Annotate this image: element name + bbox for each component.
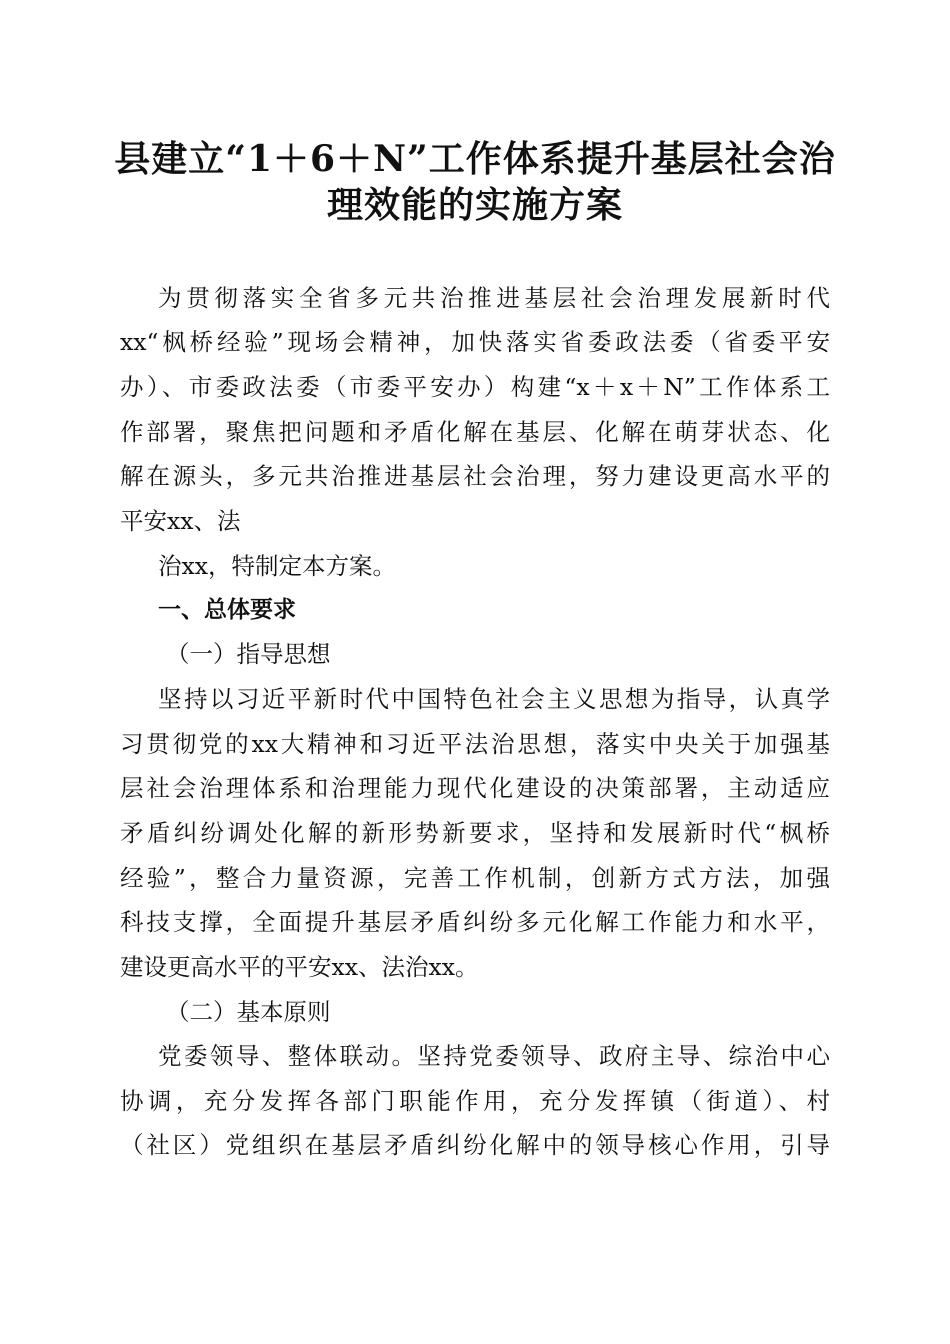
intro-line: xx“枫桥经验”现场会精神，加快落实省委政法委（省委平安: [120, 328, 830, 356]
section-heading: 一、总体要求: [158, 597, 296, 623]
intro-line: 作部署，聚焦把问题和矛盾化解在基层、化解在萌芽状态、化: [120, 418, 830, 446]
intro-line: 解在源头，多元共治推进基层社会治理，努力建设更高水平的: [120, 462, 830, 490]
intro-line: 办）、市委政法委（市委平安办）构建“x＋x＋N”工作体系工: [120, 373, 830, 401]
principle-line: 党委领导、整体联动。坚持党委领导、政府主导、综治中心: [158, 1042, 830, 1070]
intro-line: 治xx，特制定本方案。: [158, 552, 397, 580]
guiding-line: 矛盾纠纷调处化解的新形势新要求，坚持和发展新时代“枫桥: [120, 819, 830, 847]
principle-line: （社区）党组织在基层矛盾纠纷化解中的领导核心作用，引导: [120, 1131, 830, 1159]
subsection-heading: （二）基本原则: [166, 998, 331, 1026]
guiding-line: 习贯彻党的xx大精神和习近平法治思想，落实中央关于加强基: [120, 730, 830, 758]
document-title-line-1: 县建立“1＋6＋N”工作体系提升基层社会治: [114, 138, 836, 180]
subsection-heading: （一）指导思想: [166, 640, 331, 668]
guiding-line: 坚持以习近平新时代中国特色社会主义思想为指导，认真学: [158, 685, 830, 713]
guiding-line: 建设更高水平的平安xx、法治xx。: [120, 953, 479, 981]
intro-line: 平安xx、法: [120, 507, 241, 535]
guiding-line: 层社会治理体系和治理能力现代化建设的决策部署，主动适应: [120, 774, 830, 802]
principle-line: 协调，充分发挥各部门职能作用，充分发挥镇（街道）、村: [120, 1087, 830, 1115]
document-title-line-2: 理效能的实施方案: [326, 184, 623, 226]
intro-line: 为贯彻落实全省多元共治推进基层社会治理发展新时代: [158, 284, 830, 312]
guiding-line: 经验”，整合力量资源，完善工作机制，创新方式方法，加强: [120, 864, 830, 892]
guiding-line: 科技支撑，全面提升基层矛盾纠纷多元化解工作能力和水平，: [120, 908, 830, 936]
